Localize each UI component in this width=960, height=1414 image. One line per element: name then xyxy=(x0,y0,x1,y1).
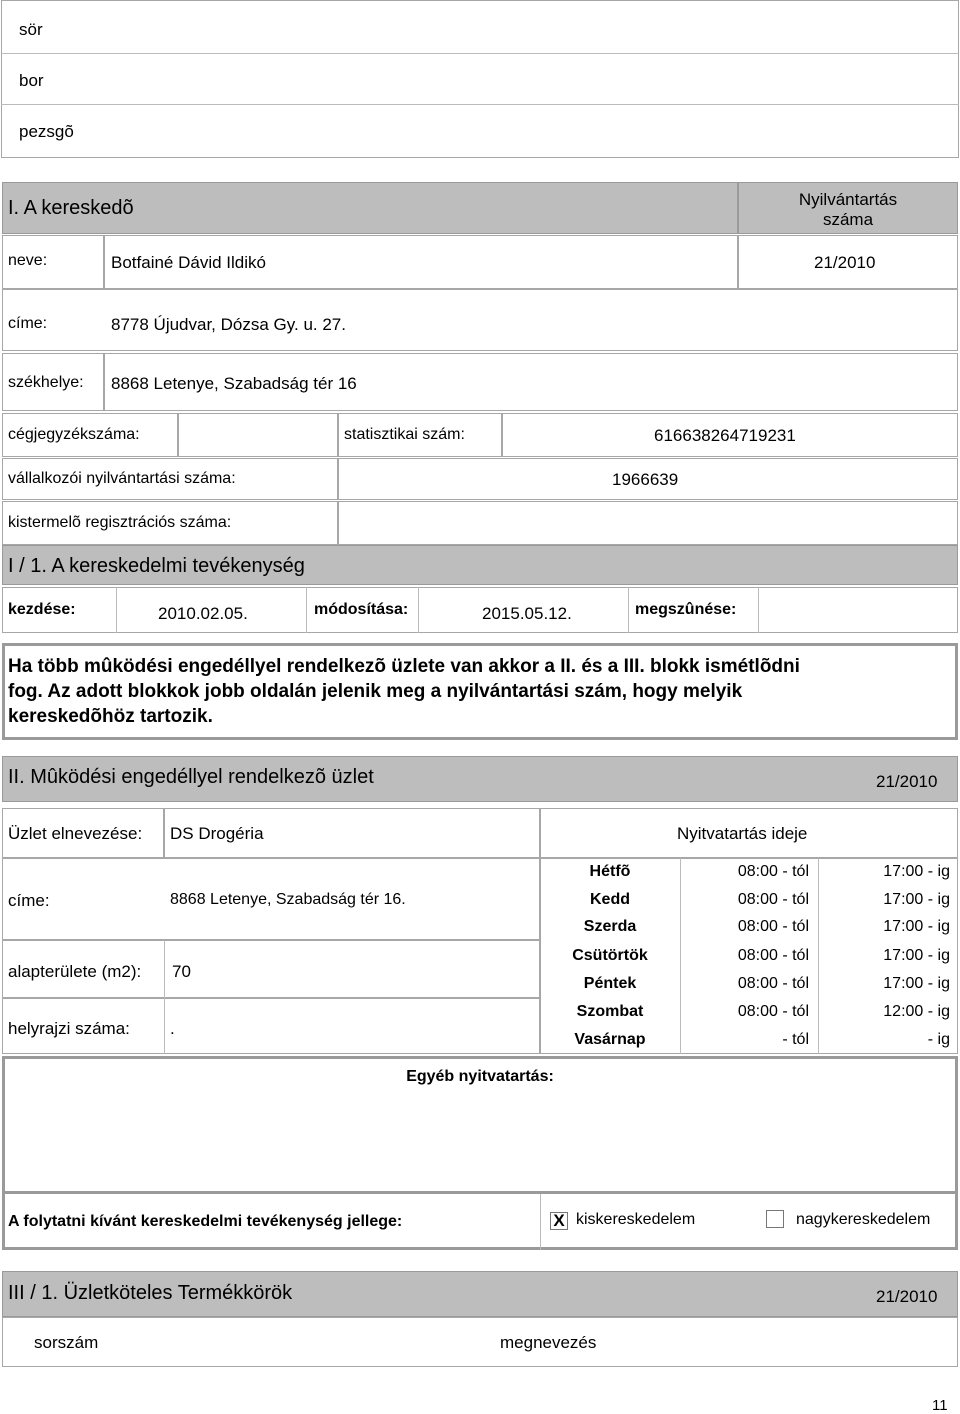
hours-day: Vasárnap xyxy=(574,1031,646,1048)
address-label: címe: xyxy=(8,315,48,332)
cell-divider xyxy=(164,998,165,1054)
hours-from: 08:00 - tól xyxy=(737,891,809,908)
hours-to: 17:00 - ig xyxy=(883,918,950,935)
stat-label: statisztikai szám: xyxy=(344,426,465,443)
hours-to: 17:00 - ig xyxy=(883,947,950,964)
notice-line: Ha több mûködési engedéllyel rendelkezõ üzlete van akkor a II. és a III. blokk ismétlõdni xyxy=(8,656,800,677)
cell-divider xyxy=(164,940,165,998)
hours-day: Péntek xyxy=(583,975,637,992)
shop-address: 8868 Letenye, Szabadság tér 16. xyxy=(170,891,406,908)
product-list-box xyxy=(1,0,959,158)
hours-from: 08:00 - tól xyxy=(737,975,809,992)
end-label: megszûnése: xyxy=(635,601,737,618)
company-reg-label: cégjegyzékszáma: xyxy=(8,426,140,443)
cell-divider xyxy=(540,1194,541,1250)
product-list-divider xyxy=(1,53,959,54)
area-label: alapterülete (m2): xyxy=(8,962,142,981)
hours-to: 12:00 - ig xyxy=(883,1003,950,1020)
reg-number: 21/2010 xyxy=(876,772,938,791)
activity-dates-row xyxy=(2,587,958,633)
cell-divider xyxy=(306,587,307,633)
seat-label: székhelye: xyxy=(8,374,84,391)
hours-to: - ig xyxy=(927,1031,950,1048)
hours-from: 08:00 - tól xyxy=(737,918,809,935)
wholesale-checkbox[interactable] xyxy=(766,1210,784,1228)
entrepreneur-label: vállalkozói nyilvántartási száma: xyxy=(8,470,236,487)
notice-line: fog. Az adott blokkok jobb oldalán jelenik meg a nyilvántartási szám, hogy melyik xyxy=(8,681,743,702)
producer-cell xyxy=(338,501,958,545)
product-item: pezsgõ xyxy=(19,122,74,141)
section-title: II. Mûködési engedéllyel rendelkezõ üzlet xyxy=(8,766,374,788)
hours-from: 08:00 - tól xyxy=(737,947,809,964)
wholesale-label: nagykereskedelem xyxy=(796,1211,931,1228)
cell-divider xyxy=(116,587,117,633)
hours-day: Kedd xyxy=(590,891,630,908)
page-number: 11 xyxy=(932,1397,948,1414)
producer-label: kistermelõ regisztrációs száma: xyxy=(8,514,232,531)
lot-label: helyrajzi száma: xyxy=(8,1019,130,1038)
company-reg-cell xyxy=(178,413,338,457)
hours-from: 08:00 - tól xyxy=(737,863,809,880)
stat-number: 616638264719231 xyxy=(654,426,796,445)
section-title: I. A kereskedõ xyxy=(8,197,134,219)
area-value: 70 xyxy=(172,962,191,981)
reg-number: 21/2010 xyxy=(876,1287,938,1306)
start-date: 2010.02.05. xyxy=(158,604,248,623)
trader-seat: 8868 Letenye, Szabadság tér 16 xyxy=(111,374,357,393)
shop-address-label: címe: xyxy=(8,891,50,910)
cell-divider xyxy=(418,587,419,633)
hours-day: Csütörtök xyxy=(572,947,648,964)
shop-name-label: Üzlet elnevezése: xyxy=(8,824,143,843)
entrepreneur-number: 1966639 xyxy=(612,470,679,489)
lot-value: . xyxy=(170,1019,175,1038)
retail-checkbox[interactable]: X xyxy=(550,1212,568,1230)
hours-to: 17:00 - ig xyxy=(883,891,950,908)
reg-number: 21/2010 xyxy=(814,253,876,272)
start-label: kezdése: xyxy=(8,601,76,618)
modification-date: 2015.05.12. xyxy=(482,604,572,623)
hours-to: 17:00 - ig xyxy=(883,975,950,992)
activity-type-label: A folytatni kívánt kereskedelmi tevékenység jellege: xyxy=(8,1213,403,1230)
hours-from: 08:00 - tól xyxy=(737,1003,809,1020)
column-header-name: megnevezés xyxy=(500,1333,597,1352)
hours-day: Hétfõ xyxy=(589,863,631,880)
hours-from: - tól xyxy=(782,1031,809,1048)
product-list-divider xyxy=(1,104,959,105)
section-title: III / 1. Üzletköteles Termékkörök xyxy=(8,1282,293,1304)
cell-divider xyxy=(628,587,629,633)
hours-day: Szerda xyxy=(583,918,637,935)
trader-address: 8778 Újudvar, Dózsa Gy. u. 27. xyxy=(111,315,346,334)
hours-header: Nyitvatartás ideje xyxy=(677,824,808,843)
product-item: bor xyxy=(19,71,44,90)
trader-name: Botfainé Dávid Ildikó xyxy=(111,253,266,272)
name-label: neve: xyxy=(8,252,48,269)
activity-title: I / 1. A kereskedelmi tevékenység xyxy=(8,555,305,577)
retail-label: kiskereskedelem xyxy=(576,1211,696,1228)
cell-divider xyxy=(758,587,759,633)
hours-day: Szombat xyxy=(576,1003,644,1020)
hours-to: 17:00 - ig xyxy=(883,863,950,880)
products-table-header xyxy=(2,1317,958,1367)
product-item: sör xyxy=(19,20,43,39)
column-header-number: sorszám xyxy=(34,1333,99,1352)
other-hours-label: Egyéb nyitvatartás: xyxy=(406,1068,554,1085)
modification-label: módosítása: xyxy=(314,601,409,618)
notice-line: kereskedõhöz tartozik. xyxy=(8,706,213,727)
reg-number-header-label: Nyilvántartás száma xyxy=(798,190,898,229)
shop-name: DS Drogéria xyxy=(170,824,264,843)
